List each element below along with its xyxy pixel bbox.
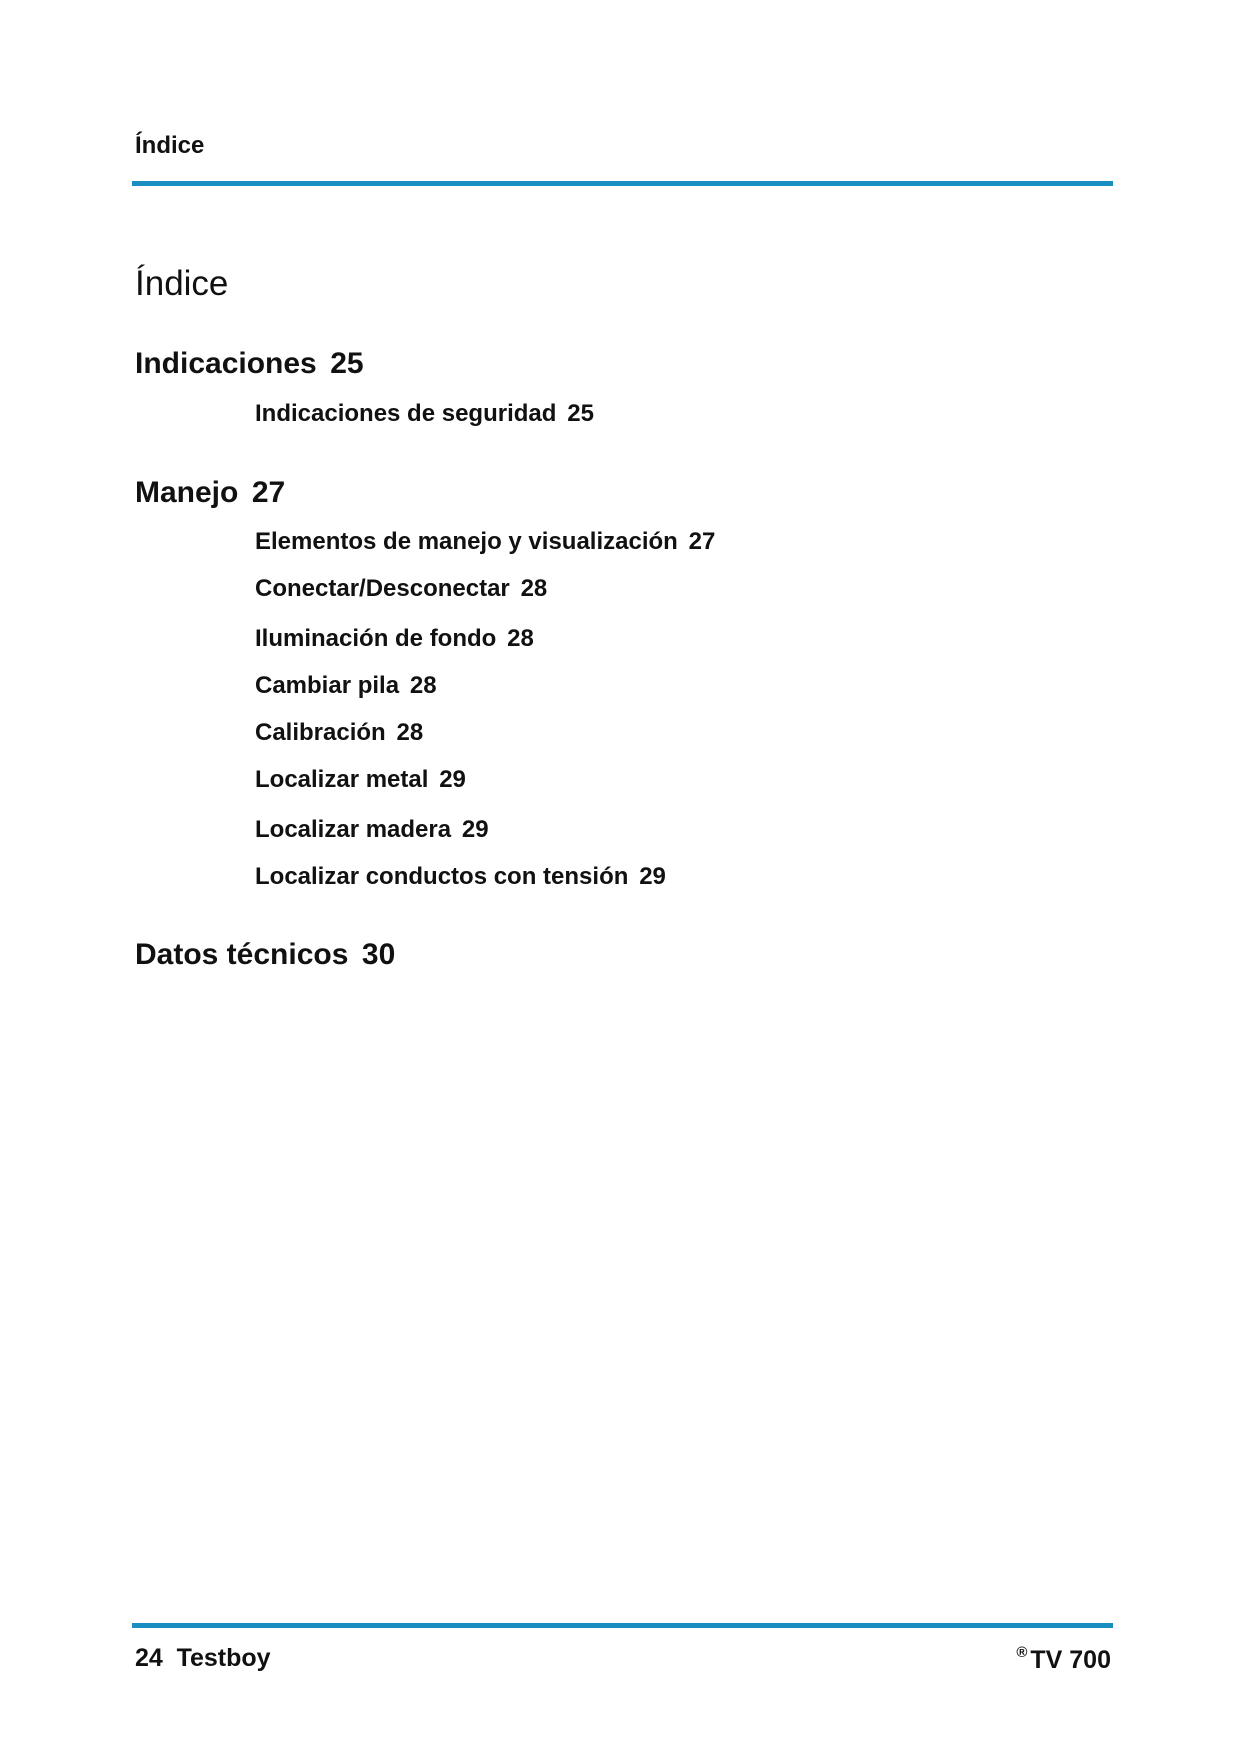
toc-entry-indicaciones-de-seguridad[interactable] bbox=[255, 400, 594, 428]
toc-entry-page: 28 bbox=[520, 575, 548, 602]
toc-entry-page: 30 bbox=[361, 938, 396, 971]
footer-left bbox=[135, 1644, 271, 1673]
toc-entry-title: Iluminación de fondo bbox=[255, 625, 497, 652]
toc-entry-manejo[interactable] bbox=[135, 476, 285, 510]
toc-entry-page: 28 bbox=[396, 719, 424, 746]
toc-entry-title: Localizar madera bbox=[255, 816, 452, 843]
toc-entry-localizar-conductos[interactable] bbox=[255, 863, 666, 891]
footer-right bbox=[1016, 1644, 1111, 1675]
toc-entry-title: Manejo bbox=[135, 476, 239, 509]
footer-rule bbox=[132, 1623, 1113, 1628]
toc-entry-title: Calibración bbox=[255, 719, 386, 746]
toc-entry-iluminacion-de-fondo[interactable] bbox=[255, 625, 534, 653]
header-rule bbox=[132, 181, 1113, 186]
toc-entry-page: 29 bbox=[439, 766, 466, 793]
toc-entry-title: Cambiar pila bbox=[255, 672, 400, 699]
toc-entry-page: 27 bbox=[688, 528, 716, 555]
toc-entry-title: Indicaciones bbox=[135, 347, 317, 380]
toc-entry-page: 25 bbox=[567, 400, 594, 427]
toc-entry-title: Indicaciones de seguridad bbox=[255, 400, 557, 427]
brand-name: Testboy bbox=[176, 1644, 271, 1672]
registered-mark: ® bbox=[1016, 1644, 1028, 1661]
toc-entry-title: Localizar metal bbox=[255, 766, 429, 793]
toc-entry-page: 29 bbox=[461, 816, 489, 843]
toc-entry-page: 29 bbox=[639, 863, 666, 890]
toc-entry-page: 27 bbox=[251, 476, 286, 509]
toc-entry-elementos-de-manejo[interactable] bbox=[255, 528, 715, 556]
page-title: Índice bbox=[135, 264, 229, 303]
toc-entry-localizar-metal[interactable] bbox=[255, 766, 466, 794]
page-number: 24 bbox=[135, 1644, 163, 1672]
toc-entry-cambiar-pila[interactable] bbox=[255, 672, 437, 700]
toc-entry-title: Localizar conductos con tensión bbox=[255, 863, 629, 890]
toc-entry-title: Conectar/Desconectar bbox=[255, 575, 510, 602]
toc-entry-calibracion[interactable] bbox=[255, 719, 423, 747]
toc-entry-page: 28 bbox=[507, 625, 534, 652]
toc-entry-title: Elementos de manejo y visualización bbox=[255, 528, 678, 555]
toc-entry-page: 28 bbox=[409, 672, 437, 699]
product-name: TV 700 bbox=[1030, 1646, 1111, 1674]
toc-entry-conectar-desconectar[interactable] bbox=[255, 575, 547, 603]
toc-entry-indicaciones[interactable] bbox=[135, 347, 364, 381]
toc-entry-title: Datos técnicos bbox=[135, 938, 349, 971]
toc-entry-datos-tecnicos[interactable] bbox=[135, 938, 395, 972]
running-header: Índice bbox=[135, 132, 205, 159]
toc-entry-page: 25 bbox=[330, 347, 364, 380]
toc-entry-localizar-madera[interactable] bbox=[255, 816, 489, 844]
